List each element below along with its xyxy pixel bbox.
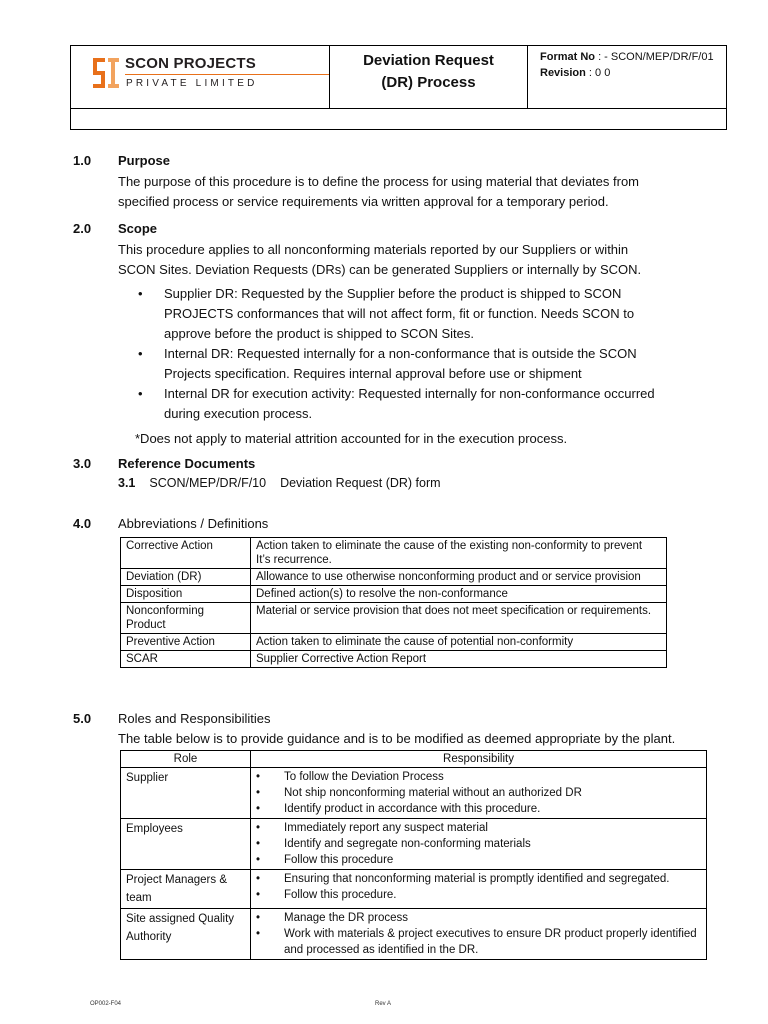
reference-name: Deviation Request (DR) form (280, 476, 441, 490)
table-row (121, 586, 667, 603)
section-2-title: Scope (118, 221, 158, 236)
document-title-cell (330, 46, 528, 109)
revision-number: Revision : 0 0 (540, 67, 611, 79)
section-1-title: Purpose (118, 153, 171, 168)
logo-cell (71, 46, 330, 109)
table-row (121, 909, 707, 960)
list-item: • Supplier DR: Requested by the Supplier before the product is shipped to SCON PROJECTS conformances that will not affect form, fit or function. Needs SCON to approve before the product is shipped to SCON Sites. (138, 286, 635, 341)
header-row (71, 46, 726, 109)
list-item: • Internal DR for execution activity: Requested internally for non-conformance occurred during execution process. (138, 386, 655, 421)
format-cell (528, 46, 726, 109)
section-5-text: The table below is to provide guidance and is to be modified as deemed appropriate by the plant. (118, 731, 676, 746)
term-cell: Preventive Action (121, 634, 251, 651)
table-row (121, 538, 667, 569)
scope-note: *Does not apply to material attrition accounted for in the execution process. (135, 431, 568, 446)
logo-subtitle: PRIVATE LIMITED (126, 78, 258, 89)
section-4-number: 4.0 (73, 516, 92, 531)
list-item: • Manage the DR process (256, 912, 409, 924)
table-row (121, 634, 667, 651)
footer-form-code: OP002-F04 (90, 1001, 122, 1007)
document-header (70, 45, 727, 130)
term-cell: Nonconforming Product (121, 603, 251, 634)
section-1-number: 1.0 (73, 153, 92, 168)
role-cell: Site assigned Quality Authority (121, 909, 251, 960)
table-row (121, 651, 667, 668)
list-item: • Identify and segregate non-conforming materials (256, 838, 531, 850)
definition-cell: Allowance to use otherwise nonconforming product and or service provision (251, 569, 667, 586)
term-cell: Deviation (DR) (121, 569, 251, 586)
logo-company-name: SCON PROJECTS (125, 55, 256, 72)
table-row (121, 569, 667, 586)
section-2-text: This procedure applies to all nonconforming materials reported by our Suppliers or within SCON Sites. Deviation Requests (DRs) can be generated Suppliers or internally by SCON. (118, 242, 642, 277)
term-cell: Disposition (121, 586, 251, 603)
section-3-number: 3.0 (73, 456, 92, 471)
reference-number: 3.1 (118, 476, 136, 490)
responsibility-cell (251, 768, 707, 819)
section-5-number: 5.0 (73, 711, 92, 726)
term-cell: Corrective Action (121, 538, 251, 569)
responsibility-cell (251, 870, 707, 909)
list-item: • Immediately report any suspect material (256, 822, 488, 834)
table-row (121, 870, 707, 909)
format-number: Format No : - SCON/MEP/DR/F/01 (540, 51, 714, 63)
logo-divider (125, 74, 329, 75)
term-cell: SCAR (121, 651, 251, 668)
responsibility-cell (251, 819, 707, 870)
table-row (121, 603, 667, 634)
column-header-role: Role (121, 751, 251, 768)
definition-cell: Action taken to eliminate the cause of the existing non-conformity to prevent It’s recurrence. (251, 538, 667, 569)
scon-logo-icon (93, 58, 119, 88)
column-header-responsibility: Responsibility (251, 751, 707, 768)
reference-code: SCON/MEP/DR/F/10 (149, 476, 267, 490)
responsibility-cell (251, 909, 707, 960)
scope-bullet-list (138, 284, 658, 424)
section-2-number: 2.0 (73, 221, 92, 236)
table-row (121, 768, 707, 819)
definition-cell: Material or service provision that does not meet specification or requirements. (251, 603, 667, 634)
list-item: • Follow this procedure. (256, 889, 397, 901)
list-item: • Not ship nonconforming material without an authorized DR (256, 787, 582, 799)
section-3-title: Reference Documents (118, 456, 256, 471)
list-item: • Follow this procedure (256, 854, 394, 866)
list-item: • Identify product in accordance with this procedure. (256, 803, 541, 815)
role-cell: Employees (121, 819, 251, 870)
section-5-title: Roles and Responsibilities (118, 711, 271, 726)
section-4-title: Abbreviations / Definitions (118, 516, 269, 531)
reference-entry (118, 476, 441, 490)
footer-revision: Rev A (375, 1001, 392, 1007)
role-cell: Supplier (121, 768, 251, 819)
document-title-line1: Deviation Request (363, 52, 494, 69)
table-row (121, 819, 707, 870)
abbreviations-table (120, 537, 667, 668)
section-1-text: The purpose of this procedure is to define the process for using material that deviates from specified process or service requirements via written approval for a temporary period. (118, 174, 639, 209)
role-cell: Project Managers & team (121, 870, 251, 909)
list-item: • To follow the Deviation Process (256, 771, 444, 783)
definition-cell: Action taken to eliminate the cause of potential non-conformity (251, 634, 667, 651)
roles-table (120, 750, 707, 960)
list-item: • Internal DR: Requested internally for a non-conformance that is outside the SCON Projects specification. Requires internal approval before use or shipment (138, 346, 637, 381)
definition-cell: Supplier Corrective Action Report (251, 651, 667, 668)
list-item: • Ensuring that nonconforming material is promptly identified and segregated. (256, 873, 670, 885)
list-item: • Work with materials & project executives to ensure DR product properly identified and processed as identified in the DR. (256, 928, 697, 956)
table-header-row (121, 751, 707, 768)
definition-cell: Defined action(s) to resolve the non-conformance (251, 586, 667, 603)
document-title-line2: (DR) Process (381, 74, 476, 91)
